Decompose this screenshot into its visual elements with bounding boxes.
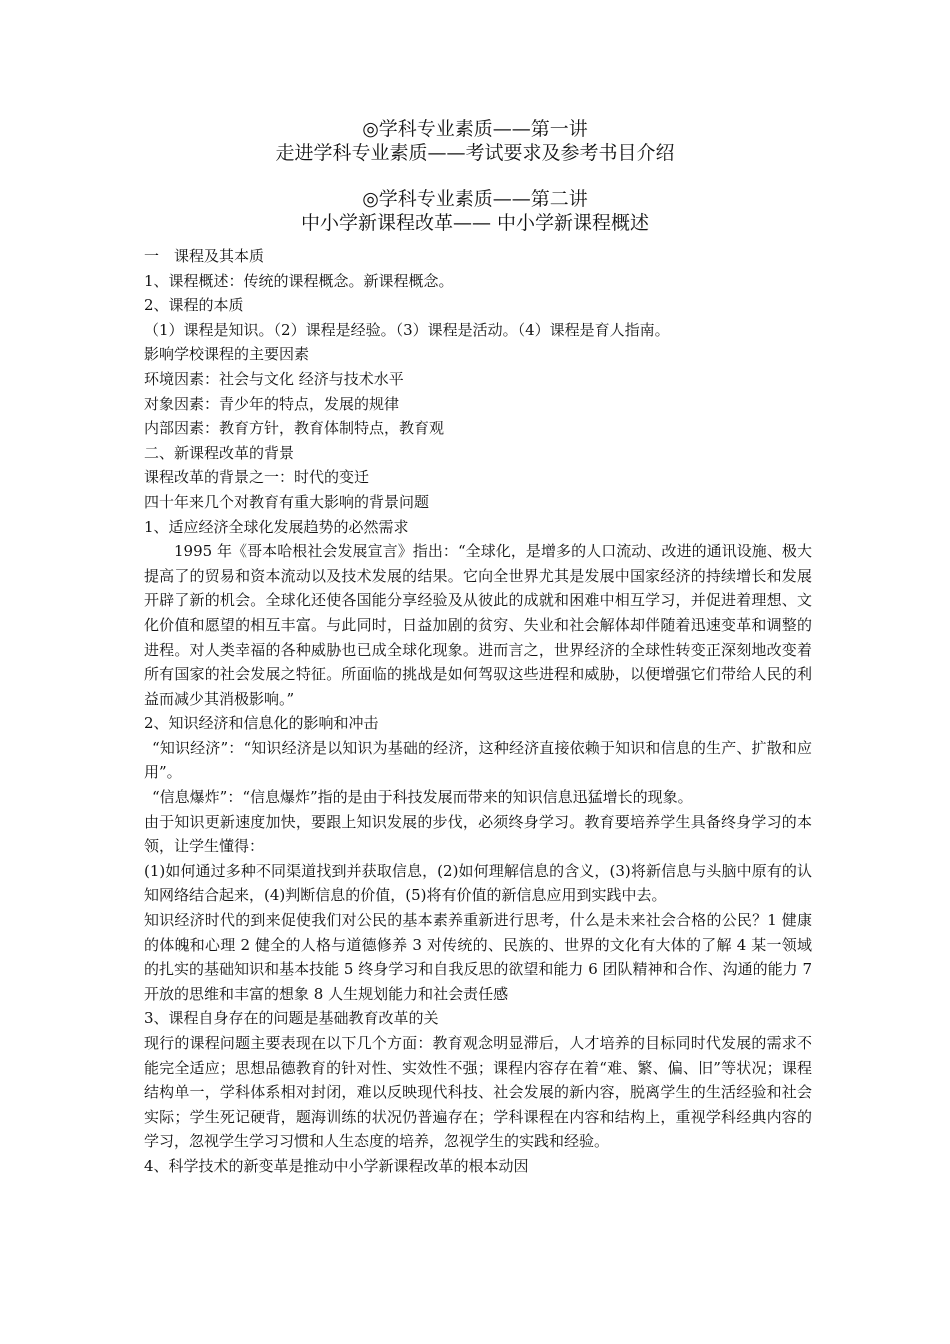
- paragraph-learning-skills-list: (1)如何通过多种不同渠道找到并获取信息，(2)如何理解信息的含义，(3)将新信息与头脑中原有的认知网络结合起来，(4)判断信息的价值，(5)将有价值的新信息应用到实践中去。: [144, 861, 812, 905]
- subheading-knowledge-economy: 2、知识经济和信息化的影响和冲击: [144, 714, 379, 733]
- paragraph-knowledge-economy-definition: “知识经济”：“知识经济是以知识为基础的经济，这种经济直接依赖于知识和信息的生产、扩散和应用”。: [144, 738, 812, 782]
- subheading-globalization: 1、适应经济全球化发展趋势的必然需求: [144, 517, 409, 536]
- lecture-2-title: ◎学科专业素质——第二讲: [362, 188, 588, 210]
- paragraph-background-one: 课程改革的背景之一：时代的变迁: [144, 468, 370, 487]
- paragraph-lifelong-learning: 由于知识更新速度加快，要跟上知识发展的步伐，必须终身学习。教育要培养学生具备终身学习的本领，让学生懂得：: [144, 812, 812, 856]
- document-body: [144, 244, 812, 1179]
- lecture-2-heading: [0, 187, 950, 235]
- paragraph-curriculum-essence-heading: 2、课程的本质: [144, 296, 244, 315]
- paragraph-object-factors: 对象因素：青少年的特点，发展的规律: [144, 394, 400, 413]
- paragraph-environment-factors: 环境因素：社会与文化 经济与技术水平: [144, 369, 404, 388]
- paragraph-citizen-literacy: 知识经济时代的到来促使我们对公民的基本素养重新进行思考，什么是未来社会合格的公民？1 健康的体魄和心理 2 健全的人格与道德修养 3 对传统的、民族的、世界的文化有大体的了解 4 某一领域的扎实的基础知识和基本技能 5 终身学习和自我反思的欲望和能力 6 团队精神和合作、沟通的能力 7 开放的思维和丰富的想象 8 人生规划能力和社会责任感: [144, 911, 812, 1003]
- section-heading-curriculum-essence: 一 课程及其本质: [144, 247, 265, 265]
- paragraph-information-explosion: “信息爆炸”：“信息爆炸”指的是由于科技发展而带来的知识信息迅猛增长的现象。: [152, 788, 693, 807]
- subheading-science-technology: 4、科学技术的新变革是推动中小学新课程改革的根本动因: [144, 1156, 529, 1175]
- lecture-1-title: ◎学科专业素质——第一讲: [362, 118, 588, 140]
- paragraph-internal-factors: 内部因素：教育方针，教育体制特点，教育观: [144, 419, 445, 438]
- paragraph-curriculum-problems: 现行的课程问题主要表现在以下几个方面：教育观念明显滞后，人才培养的目标同时代发展的需求不能完全适应；思想品德教育的针对性、实效性不强；课程内容存在着“难、繁、偏、旧”等状况；课程结构单一，学科体系相对封闭，难以反映现代科技、社会发展的新内容，脱离学生的生活经验和社会实际；学生死记硬背，题海训练的状况仍普遍存在；学科课程在内容和结构上，重视学科经典内容的学习，忽视学生学习习惯和人生态度的培养，忽视学生的实践和经验。: [144, 1034, 812, 1151]
- paragraph-curriculum-essence-list: （1）课程是知识。（2）课程是经验。（3）课程是活动。（4）课程是育人指南。: [144, 320, 670, 339]
- paragraph-copenhagen-declaration: 1995 年《哥本哈根社会发展宣言》指出：“全球化，是增多的人口流动、改进的通讯设施、极大提高了的贸易和资本流动以及技术发展的结果。它向全世界尤其是发展中国家经济的持续增长和发展开辟了新的机会。全球化还使各国能分享经验及从彼此的成就和困难中相互学习，并促进着理想、文化价值和愿望的相互丰富。与此同时，日益加剧的贫穷、失业和社会解体却伴随着迅速变革和调整的进程。对人类幸福的各种威胁也已成全球化现象。进而言之，世界经济的全球性转变正深刻地改变着所有国家的社会发展之特征。所面临的挑战是如何驾驭这些进程和威胁，以便增强它们带给人民的利益而减少其消极影响。”: [144, 542, 812, 708]
- lecture-1-subtitle: 走进学科专业素质——考试要求及参考书目介绍: [275, 142, 675, 164]
- paragraph-curriculum-overview: 1、课程概述：传统的课程概念。新课程概念。: [144, 271, 454, 290]
- lecture-2-subtitle: 中小学新课程改革—— 中小学新课程概述: [300, 212, 650, 234]
- paragraph-background-issues: 四十年来几个对教育有重大影响的背景问题: [144, 492, 430, 511]
- lecture-1-heading: [0, 117, 950, 165]
- section-heading-reform-background: 二、新课程改革的背景: [144, 443, 295, 462]
- subheading-curriculum-problems: 3、课程自身存在的问题是基础教育改革的关: [144, 1009, 439, 1028]
- paragraph-influencing-factors: 影响学校课程的主要因素: [144, 345, 310, 364]
